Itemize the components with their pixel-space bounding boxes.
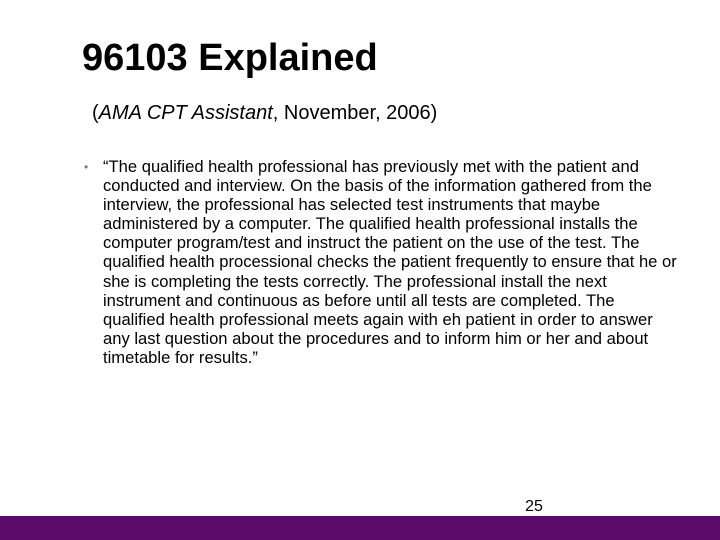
quote-text: “The qualified health professional has previously met with the patient and conducted and interview. On the basis of the information gathered from the interview, the professional has selected test instruments that maybe administered by a computer. The qualified health professional installs the computer program/test and instruct the patient on the use of the test. The qualified health processional checks the patient frequently to ensure that he or she is completing the tests correctly. The professional install the next instrument and continuous as before until all tests are completed. The qualified health professional meets again with eh patient in order to answer any last question about the procedures and to inform him or her and about timetable for results.” [103, 157, 677, 367]
subtitle-open-paren: ( [92, 102, 99, 124]
footer-bar [0, 516, 720, 540]
slide-title: 96103 Explained [82, 37, 378, 79]
bullet-icon: • [84, 160, 89, 174]
slide-subtitle [92, 99, 437, 127]
subtitle-date: , November, 2006) [272, 102, 438, 124]
subtitle-source: AMA CPT Assistant [98, 102, 273, 124]
page-number: 25 [525, 498, 543, 515]
